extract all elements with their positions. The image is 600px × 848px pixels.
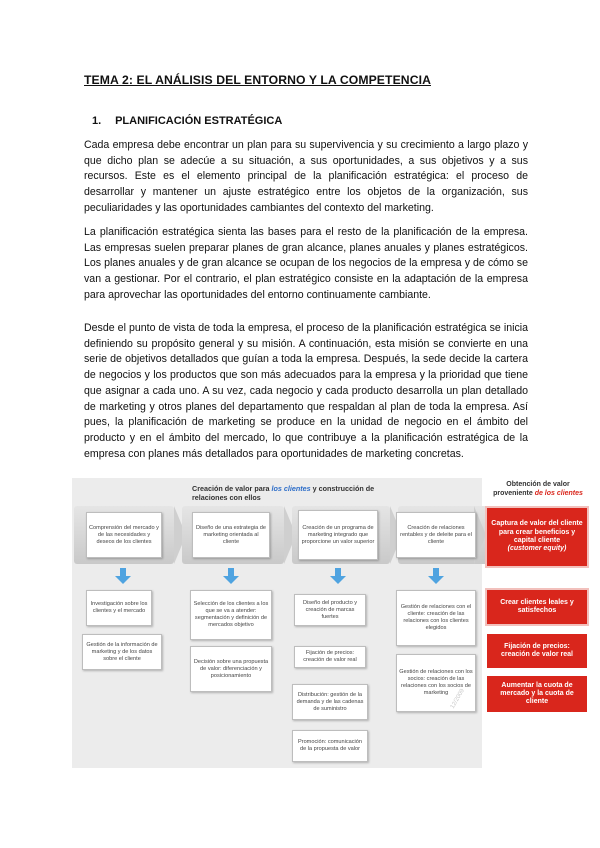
col4-box-1: Gestión de relaciones con el cliente: creación de las relaciones con los clientes elegidos [396, 590, 476, 646]
col2-box-2: Decisión sobre una propuesta de valor: diferenciación y posicionamiento [190, 646, 272, 692]
step-box-1: Comprensión del mercado y de las necesidades y deseos de los clientes [86, 512, 162, 558]
section-heading [92, 115, 282, 127]
paragraph-2: La planificación estratégica sienta las bases para el resto de la planificación de la empresa. Las empresas suelen preparar planes de gran alcance, planes anuales y planes estratégicos. Los planes anuales y de gran alcance se ocupan de los negocios de la empresa y de cómo se van a gestionar. Por el contrario, el plan estratégico consiste en la adaptación de la empresa para aprovechar las oportunidades del entorno continuamente cambiante. [84, 226, 528, 301]
col3-box-4: Promoción: comunicación de la propuesta de valor [292, 730, 368, 762]
col3-box-2: Fijación de precios: creación de valor real [294, 646, 366, 668]
loyal-customers-box: Crear clientes leales y satisfechos [487, 590, 587, 624]
watermark: 12/2009 [449, 688, 466, 710]
marketing-process-diagram [72, 478, 600, 774]
step-box-4: Creación de relaciones rentables y de deleite para el cliente [396, 512, 476, 558]
band-title: Creación de valor para los clientes y construcción de relaciones con ellos [192, 484, 375, 502]
down-arrow-icon [330, 568, 346, 584]
down-arrow-icon [223, 568, 239, 584]
section-title: PLANIFICACIÓN ESTRATÉGICA [115, 115, 283, 127]
step-box-2: Diseño de una estrategia de marketing orientada al cliente [192, 512, 270, 558]
col1-box-2: Gestión de la información de marketing y de los datos sobre el cliente [82, 634, 162, 670]
obtain-title-highlight: de los clientes [534, 490, 583, 497]
step-box-3: Creación de un programa de marketing integrado que proporcione un valor superior [298, 510, 378, 560]
col2-box-1: Selección de los clientes a los que se va a atender: segmentación y definición de mercados objetivo [190, 590, 272, 640]
paragraph-3: Desde el punto de vista de toda la empresa, el proceso de la planificación estratégica se inicia definiendo su propósito general y su misión. A continuación, esta misión se convierte en una serie de objetivos detallados que guían a toda la empresa. Después, la sede decide la cartera de negocios y los productos que son más adecuados para la empresa y la prioridad que tiene que asignar a cada uno. A su vez, cada negocio y cada producto desarrolla un plan detallado de marketing y otros planes del departamento que respaldan al plan de toda la empresa. Así pues, la planificación de marketing se produce en la unidad de negocio en el ámbito del producto y en el ámbito del mercado, lo que contribuye a la planificación estratégica de la empresa con planes más detallados para oportunidades de marketing concretas. [84, 322, 528, 460]
col3-box-3: Distribución: gestión de la demanda y de las cadenas de suministro [292, 684, 368, 720]
col1-box-1: Investigación sobre los clientes y el mercado [86, 590, 152, 626]
down-arrow-icon [115, 568, 131, 584]
customer-equity-label: (customer equity) [507, 545, 567, 553]
col3-box-1: Diseño del producto y creación de marcas fuertes [294, 594, 366, 626]
section-number: 1. [92, 115, 102, 127]
pricing-box: Fijación de precios: creación de valor real [487, 634, 587, 668]
obtain-value-title: Obtención de valor proveniente de los clientes [493, 481, 583, 497]
band-title-highlight: los clientes [271, 484, 311, 493]
page-title: TEMA 2: EL ANÁLISIS DEL ENTORNO Y LA COMPETENCIA [84, 73, 431, 87]
col4-box-2: Gestión de relaciones con los socios: creación de las relaciones con los socios de marketing [396, 654, 476, 712]
market-share-box: Aumentar la cuota de mercado y la cuota de cliente [487, 676, 587, 712]
down-arrow-icon [428, 568, 444, 584]
paragraph-1: Cada empresa debe encontrar un plan para su supervivencia y su crecimiento a largo plazo y que dicho plan se adecúe a su situación, a sus oportunidades, a sus objetivos y a sus recursos. Este es el elemento principal de la planificación estratégica: el proceso de desarrollar y mantener un ajuste estratégico entre los objetos de la organización, sus peculiaridades y las oportunidades cambiantes del contexto del marketing. [84, 139, 528, 214]
capture-value-box: Captura de valor del cliente para crear beneficios y capital cliente (customer equity) [487, 508, 587, 566]
